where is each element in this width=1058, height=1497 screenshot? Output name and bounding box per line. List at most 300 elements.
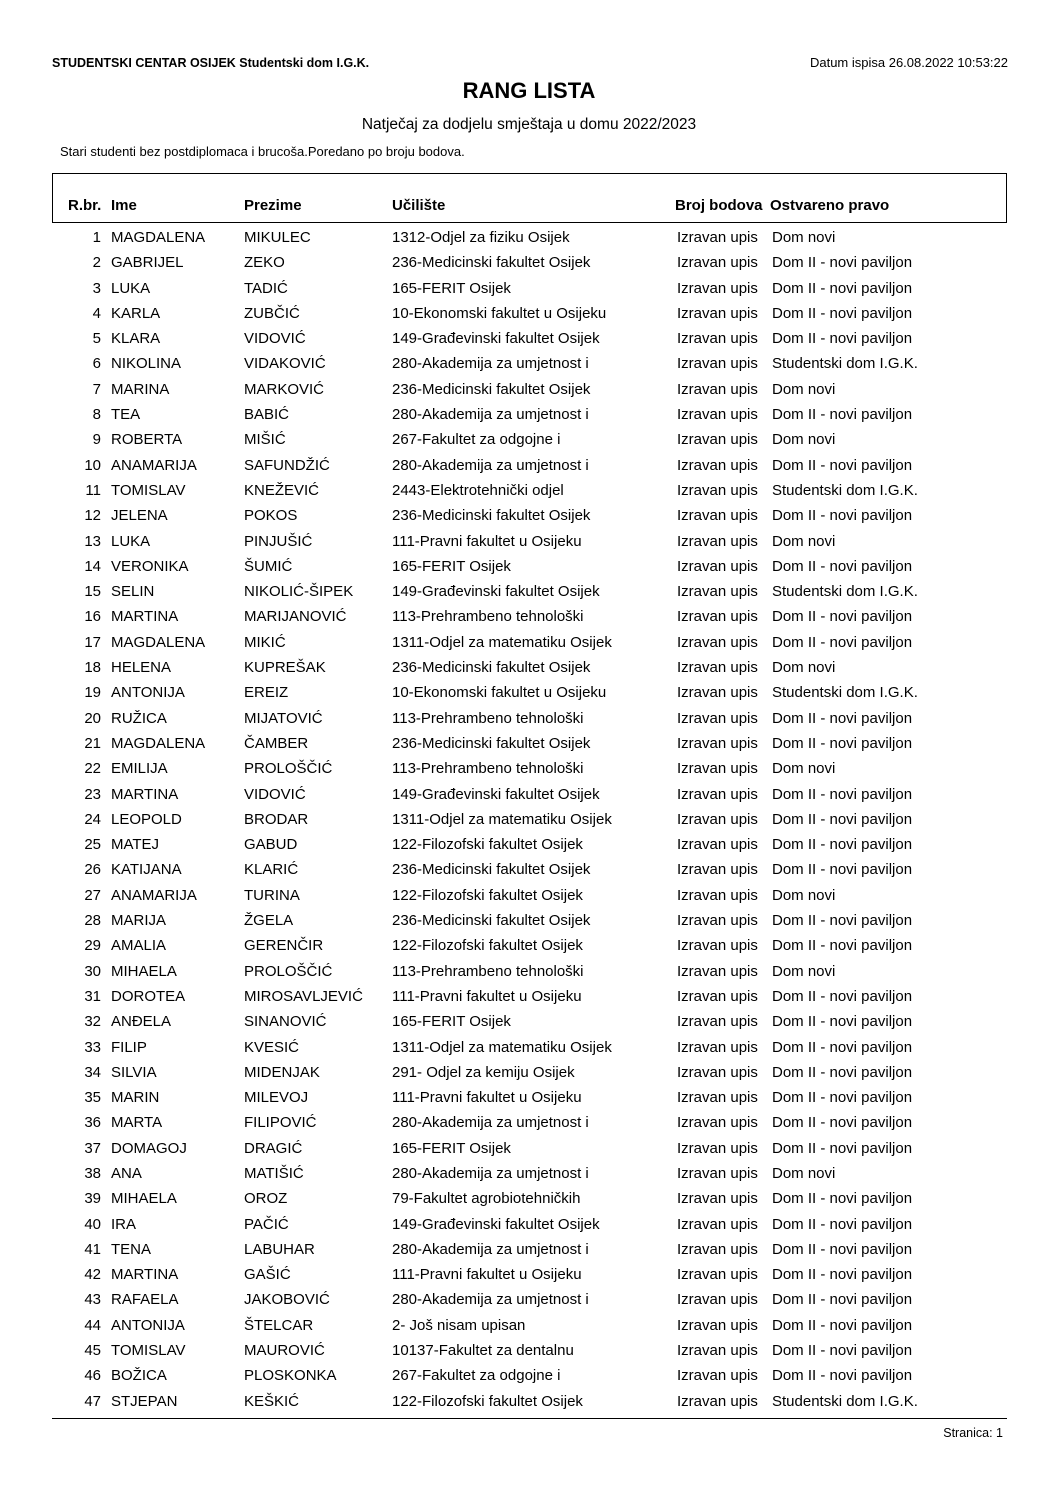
row-institution: 280-Akademija za umjetnost i [392,1240,589,1258]
row-accommodation: Dom II - novi paviljon [772,1063,913,1081]
row-rank: 43 [84,1291,101,1309]
row-accommodation: Dom II - novi paviljon [772,1190,913,1208]
row-last-name: MIKIĆ [244,633,286,651]
page-number: Stranica: 1 [943,1426,1003,1440]
row-rank: 27 [84,886,101,904]
row-points: Izravan upis [677,1114,758,1132]
row-accommodation: Dom II - novi paviljon [772,1342,913,1360]
row-accommodation: Dom II - novi paviljon [772,633,913,651]
row-rank: 36 [84,1114,101,1132]
table-row [0,758,1058,783]
row-points: Izravan upis [677,810,758,828]
table-row [0,379,1058,404]
row-institution: 236-Medicinski fakultet Osijek [392,734,591,752]
row-points: Izravan upis [677,709,758,727]
row-institution: 165-FERIT Osijek [392,1013,511,1031]
col-header-bodovi: Broj bodova [675,197,763,214]
row-rank: 15 [84,583,101,601]
row-institution: 280-Akademija za umjetnost i [392,1291,589,1309]
row-last-name: PINJUŠIĆ [244,532,313,550]
row-points: Izravan upis [677,304,758,322]
table-row [0,910,1058,935]
institution-name: STUDENTSKI CENTAR OSIJEK Studentski dom I.G.K. [52,56,370,70]
row-last-name: SINANOVIĆ [244,1013,327,1031]
row-first-name: LEOPOLD [111,810,182,828]
row-institution: 10-Ekonomski fakultet u Osijeku [392,684,607,702]
row-last-name: MARIJANOVIĆ [244,608,347,626]
row-accommodation: Dom novi [772,1164,836,1182]
table-row [0,429,1058,454]
row-first-name: GABRIJEL [111,254,184,272]
row-points: Izravan upis [677,406,758,424]
row-institution: 10-Ekonomski fakultet u Osijeku [392,304,607,322]
row-institution: 1311-Odjel za matematiku Osijek [392,1038,612,1056]
row-institution: 236-Medicinski fakultet Osijek [392,912,591,930]
row-institution: 267-Fakultet za odgojne i [392,1367,561,1385]
row-points: Izravan upis [677,1164,758,1182]
row-first-name: ANĐELA [111,1013,172,1031]
row-rank: 34 [84,1063,101,1081]
row-accommodation: Dom novi [772,380,836,398]
row-first-name: EMILIJA [111,760,168,778]
row-accommodation: Dom II - novi paviljon [772,557,913,575]
row-first-name: MATEJ [111,836,160,854]
row-first-name: NIKOLINA [111,355,182,373]
table-row [0,733,1058,758]
row-points: Izravan upis [677,1139,758,1157]
row-first-name: ANTONIJA [111,684,185,702]
row-first-name: LUKA [111,279,151,297]
row-last-name: POKOS [244,507,298,525]
row-rank: 39 [84,1190,101,1208]
table-row [0,1062,1058,1087]
row-first-name: BOŽICA [111,1367,167,1385]
row-institution: 111-Pravni fakultet u Osijeku [392,987,582,1005]
row-rank: 38 [84,1164,101,1182]
row-points: Izravan upis [677,1392,758,1410]
row-accommodation: Dom II - novi paviljon [772,861,913,879]
row-accommodation: Dom II - novi paviljon [772,1316,913,1334]
row-rank: 42 [84,1266,101,1284]
row-rank: 24 [84,810,101,828]
row-last-name: MILEVOJ [244,1089,309,1107]
row-institution: 280-Akademija za umjetnost i [392,355,589,373]
row-last-name: PAČIĆ [244,1215,289,1233]
table-row [0,505,1058,530]
row-points: Izravan upis [677,355,758,373]
row-accommodation: Dom II - novi paviljon [772,279,913,297]
row-rank: 14 [84,557,101,575]
row-rank: 33 [84,1038,101,1056]
row-last-name: MIROSAVLJEVIĆ [244,987,363,1005]
table-row [0,556,1058,581]
row-accommodation: Dom II - novi paviljon [772,1266,913,1284]
row-first-name: RAFAELA [111,1291,179,1309]
row-institution: 165-FERIT Osijek [392,279,511,297]
row-last-name: TURINA [244,886,300,904]
row-last-name: ŠTELCAR [244,1316,314,1334]
row-institution: 149-Građevinski fakultet Osijek [392,330,600,348]
row-points: Izravan upis [677,912,758,930]
row-accommodation: Studentski dom I.G.K. [772,481,918,499]
row-last-name: ŽGELA [244,912,294,930]
row-rank: 31 [84,987,101,1005]
table-row [0,353,1058,378]
table-row [0,1365,1058,1390]
row-accommodation: Dom novi [772,532,836,550]
table-row [0,1391,1058,1416]
col-header-rbr: R.br. [68,197,102,214]
row-institution: 236-Medicinski fakultet Osijek [392,380,591,398]
row-first-name: MARTA [111,1114,163,1132]
row-points: Izravan upis [677,330,758,348]
row-first-name: MARIJA [111,912,167,930]
row-rank: 46 [84,1367,101,1385]
row-points: Izravan upis [677,886,758,904]
row-rank: 5 [92,330,101,348]
row-first-name: SILVIA [111,1063,157,1081]
row-points: Izravan upis [677,279,758,297]
document-subtitle: Natječaj za dodjelu smještaja u domu 2022/2023 [361,116,697,133]
row-first-name: MARTINA [111,1266,179,1284]
row-accommodation: Dom novi [772,659,836,677]
row-institution: 149-Građevinski fakultet Osijek [392,785,600,803]
row-institution: 280-Akademija za umjetnost i [392,406,589,424]
row-first-name: ANAMARIJA [111,886,197,904]
row-institution: 1312-Odjel za fiziku Osijek [392,229,570,246]
row-rank: 32 [84,1013,101,1031]
table-row [0,834,1058,859]
row-institution: 1311-Odjel za matematiku Osijek [392,633,612,651]
row-accommodation: Dom II - novi paviljon [772,254,913,272]
document-note: Stari studenti bez postdiplomaca i brucoša.Poredano po broju bodova. [60,144,465,159]
row-rank: 2 [92,254,101,272]
row-first-name: ROBERTA [111,431,183,449]
row-last-name: KVESIĆ [244,1038,300,1056]
table-row [0,1289,1058,1314]
row-first-name: KATIJANA [111,861,182,879]
row-points: Izravan upis [677,608,758,626]
row-accommodation: Dom II - novi paviljon [772,810,913,828]
row-rank: 35 [84,1089,101,1107]
row-points: Izravan upis [677,557,758,575]
table-row [0,935,1058,960]
table-row [0,1087,1058,1112]
row-first-name: TEA [111,406,141,424]
row-last-name: JAKOBOVIĆ [244,1291,330,1309]
row-accommodation: Dom II - novi paviljon [772,1367,913,1385]
table-row [0,1315,1058,1340]
row-institution: 149-Građevinski fakultet Osijek [392,1215,600,1233]
row-last-name: TADIĆ [244,279,288,297]
row-points: Izravan upis [677,937,758,955]
row-institution: 280-Akademija za umjetnost i [392,1114,589,1132]
row-first-name: MIHAELA [111,962,177,980]
print-date: Datum ispisa 26.08.2022 10:53:22 [809,55,1008,70]
row-points: Izravan upis [677,987,758,1005]
row-last-name: PROLOŠČIĆ [244,760,333,778]
row-accommodation: Dom II - novi paviljon [772,1013,913,1031]
table-row [0,682,1058,707]
row-points: Izravan upis [677,583,758,601]
table-row [0,531,1058,556]
row-institution: 236-Medicinski fakultet Osijek [392,254,591,272]
row-accommodation: Dom novi [772,431,836,449]
row-first-name: ANA [111,1164,142,1182]
table-row [0,480,1058,505]
row-accommodation: Dom II - novi paviljon [772,785,913,803]
row-institution: 10137-Fakultet za dentalnu [392,1342,574,1360]
row-rank: 10 [84,456,101,474]
row-points: Izravan upis [677,507,758,525]
row-points: Izravan upis [677,1063,758,1081]
row-institution: 113-Prehrambeno tehnološki [392,709,584,727]
table-row [0,606,1058,631]
row-rank: 18 [84,659,101,677]
row-first-name: IRA [111,1215,137,1233]
row-rank: 28 [84,912,101,930]
col-header-ime: Ime [111,197,137,214]
row-first-name: ANTONIJA [111,1316,185,1334]
row-points: Izravan upis [677,633,758,651]
row-last-name: MIJATOVIĆ [244,709,323,727]
row-last-name: MIŠIĆ [244,431,286,449]
row-last-name: SAFUNDŽIĆ [244,456,330,474]
table-row [0,632,1058,657]
row-last-name: MATIŠIĆ [244,1164,304,1182]
row-accommodation: Dom II - novi paviljon [772,406,913,424]
table-row [0,986,1058,1011]
row-institution: 236-Medicinski fakultet Osijek [392,659,591,677]
table-row [0,1264,1058,1289]
row-points: Izravan upis [677,734,758,752]
row-last-name: MIDENJAK [244,1063,320,1081]
footer-divider [52,1418,1007,1419]
row-last-name: NIKOLIĆ-ŠIPEK [244,583,354,601]
row-first-name: MAGDALENA [111,229,206,246]
row-accommodation: Dom II - novi paviljon [772,709,913,727]
table-row [0,1188,1058,1213]
table-row [0,1214,1058,1239]
row-points: Izravan upis [677,1266,758,1284]
row-first-name: SELIN [111,583,155,601]
row-last-name: OROZ [244,1190,288,1208]
row-last-name: GERENČIR [244,937,324,955]
row-accommodation: Studentski dom I.G.K. [772,355,918,373]
row-last-name: MARKOVIĆ [244,380,325,398]
row-first-name: TOMISLAV [111,481,186,499]
row-accommodation: Dom II - novi paviljon [772,1139,913,1157]
row-last-name: MIKULEC [244,229,311,246]
table-row [0,455,1058,480]
row-last-name: VIDOVIĆ [244,785,306,803]
row-points: Izravan upis [677,659,758,677]
row-first-name: FILIP [111,1038,147,1056]
row-last-name: GAŠIĆ [244,1266,291,1284]
ranking-table [0,227,1058,1416]
row-accommodation: Dom II - novi paviljon [772,507,913,525]
row-points: Izravan upis [677,481,758,499]
row-last-name: BABIĆ [244,406,290,424]
table-row [0,1340,1058,1365]
table-row [0,961,1058,986]
row-rank: 6 [92,355,101,373]
row-rank: 26 [84,861,101,879]
table-row [0,657,1058,682]
table-row [0,1011,1058,1036]
row-points: Izravan upis [677,1316,758,1334]
table-row [0,278,1058,303]
row-first-name: KLARA [111,330,161,348]
row-rank: 47 [84,1392,101,1410]
row-accommodation: Dom II - novi paviljon [772,912,913,930]
row-last-name: VIDOVIĆ [244,330,306,348]
row-institution: 2- Još nisam upisan [392,1316,526,1334]
row-last-name: ZEKO [244,254,285,272]
row-institution: 236-Medicinski fakultet Osijek [392,507,591,525]
row-institution: 267-Fakultet za odgojne i [392,431,561,449]
row-accommodation: Dom II - novi paviljon [772,1240,913,1258]
row-points: Izravan upis [677,1089,758,1107]
row-rank: 17 [84,633,101,651]
row-institution: 122-Filozofski fakultet Osijek [392,886,583,904]
table-row [0,404,1058,429]
row-rank: 20 [84,709,101,727]
row-last-name: MAUROVIĆ [244,1342,325,1360]
row-institution: 111-Pravni fakultet u Osijeku [392,1266,582,1284]
row-last-name: KNEŽEVIĆ [244,481,320,499]
row-rank: 25 [84,836,101,854]
row-rank: 13 [84,532,101,550]
row-accommodation: Dom II - novi paviljon [772,1038,913,1056]
row-points: Izravan upis [677,1013,758,1031]
row-first-name: DOMAGOJ [111,1139,187,1157]
document-title: RANG LISTA [462,78,596,103]
row-points: Izravan upis [677,380,758,398]
row-points: Izravan upis [677,532,758,550]
row-institution: 1311-Odjel za matematiku Osijek [392,810,612,828]
row-accommodation: Dom II - novi paviljon [772,1114,913,1132]
row-institution: 111-Pravni fakultet u Osijeku [392,1089,582,1107]
row-last-name: FILIPOVIĆ [244,1114,317,1132]
row-last-name: ČAMBER [244,734,309,752]
row-first-name: VERONIKA [111,557,189,575]
row-points: Izravan upis [677,229,758,246]
row-accommodation: Studentski dom I.G.K. [772,583,918,601]
table-row [0,1163,1058,1188]
row-accommodation: Dom novi [772,962,836,980]
row-rank: 37 [84,1139,101,1157]
row-points: Izravan upis [677,1038,758,1056]
row-last-name: PLOSKONKA [244,1367,337,1385]
row-points: Izravan upis [677,431,758,449]
row-rank: 3 [92,279,101,297]
row-accommodation: Dom II - novi paviljon [772,608,913,626]
row-last-name: DRAGIĆ [244,1139,303,1157]
row-institution: 113-Prehrambeno tehnološki [392,760,584,778]
row-accommodation: Dom II - novi paviljon [772,836,913,854]
row-points: Izravan upis [677,684,758,702]
row-institution: 236-Medicinski fakultet Osijek [392,861,591,879]
row-first-name: MARTINA [111,608,179,626]
row-institution: 280-Akademija za umjetnost i [392,456,589,474]
row-rank: 1 [92,229,101,246]
row-points: Izravan upis [677,456,758,474]
row-accommodation: Dom II - novi paviljon [772,937,913,955]
table-row [0,227,1058,252]
row-last-name: GABUD [244,836,298,854]
row-institution: 165-FERIT Osijek [392,1139,511,1157]
row-first-name: KARLA [111,304,161,322]
col-header-pravo: Ostvareno pravo [770,197,890,214]
row-institution: 113-Prehrambeno tehnološki [392,608,584,626]
row-last-name: LABUHAR [244,1240,315,1258]
row-accommodation: Dom II - novi paviljon [772,987,913,1005]
row-points: Izravan upis [677,1291,758,1309]
row-last-name: ŠUMIĆ [244,557,293,575]
table-row [0,784,1058,809]
row-rank: 22 [84,760,101,778]
row-first-name: STJEPAN [111,1392,178,1410]
row-last-name: KEŠKIĆ [244,1392,300,1410]
row-rank: 40 [84,1215,101,1233]
row-accommodation: Dom II - novi paviljon [772,456,913,474]
row-accommodation: Studentski dom I.G.K. [772,1392,918,1410]
row-last-name: PROLOŠČIĆ [244,962,333,980]
row-rank: 23 [84,785,101,803]
col-header-uciliste: Učilište [392,197,446,214]
row-institution: 79-Fakultet agrobiotehničkih [392,1190,581,1208]
row-last-name: BRODAR [244,810,309,828]
row-first-name: MAGDALENA [111,633,206,651]
row-points: Izravan upis [677,1215,758,1233]
row-last-name: VIDAKOVIĆ [244,355,326,373]
row-rank: 29 [84,937,101,955]
row-accommodation: Dom II - novi paviljon [772,734,913,752]
row-points: Izravan upis [677,1367,758,1385]
row-rank: 45 [84,1342,101,1360]
table-row [0,809,1058,834]
row-first-name: MARINA [111,380,170,398]
row-rank: 12 [84,507,101,525]
table-row [0,1239,1058,1264]
row-first-name: MIHAELA [111,1190,177,1208]
row-first-name: MARTINA [111,785,179,803]
row-accommodation: Dom novi [772,229,836,246]
row-points: Izravan upis [677,760,758,778]
row-rank: 7 [92,380,101,398]
row-accommodation: Dom II - novi paviljon [772,1089,913,1107]
table-row [0,252,1058,277]
row-points: Izravan upis [677,785,758,803]
row-institution: 2443-Elektrotehnički odjel [392,481,564,499]
row-rank: 21 [84,734,101,752]
row-points: Izravan upis [677,254,758,272]
row-institution: 165-FERIT Osijek [392,557,511,575]
row-last-name: KLARIĆ [244,861,299,879]
row-points: Izravan upis [677,836,758,854]
row-rank: 11 [85,481,101,499]
table-row [0,581,1058,606]
row-first-name: TOMISLAV [111,1342,186,1360]
table-row [0,1138,1058,1163]
row-institution: 122-Filozofski fakultet Osijek [392,1392,583,1410]
row-rank: 16 [84,608,101,626]
row-last-name: ZUBČIĆ [244,304,300,322]
row-institution: 291- Odjel za kemiju Osijek [392,1063,575,1081]
row-first-name: JELENA [111,507,168,525]
row-institution: 111-Pravni fakultet u Osijeku [392,532,582,550]
